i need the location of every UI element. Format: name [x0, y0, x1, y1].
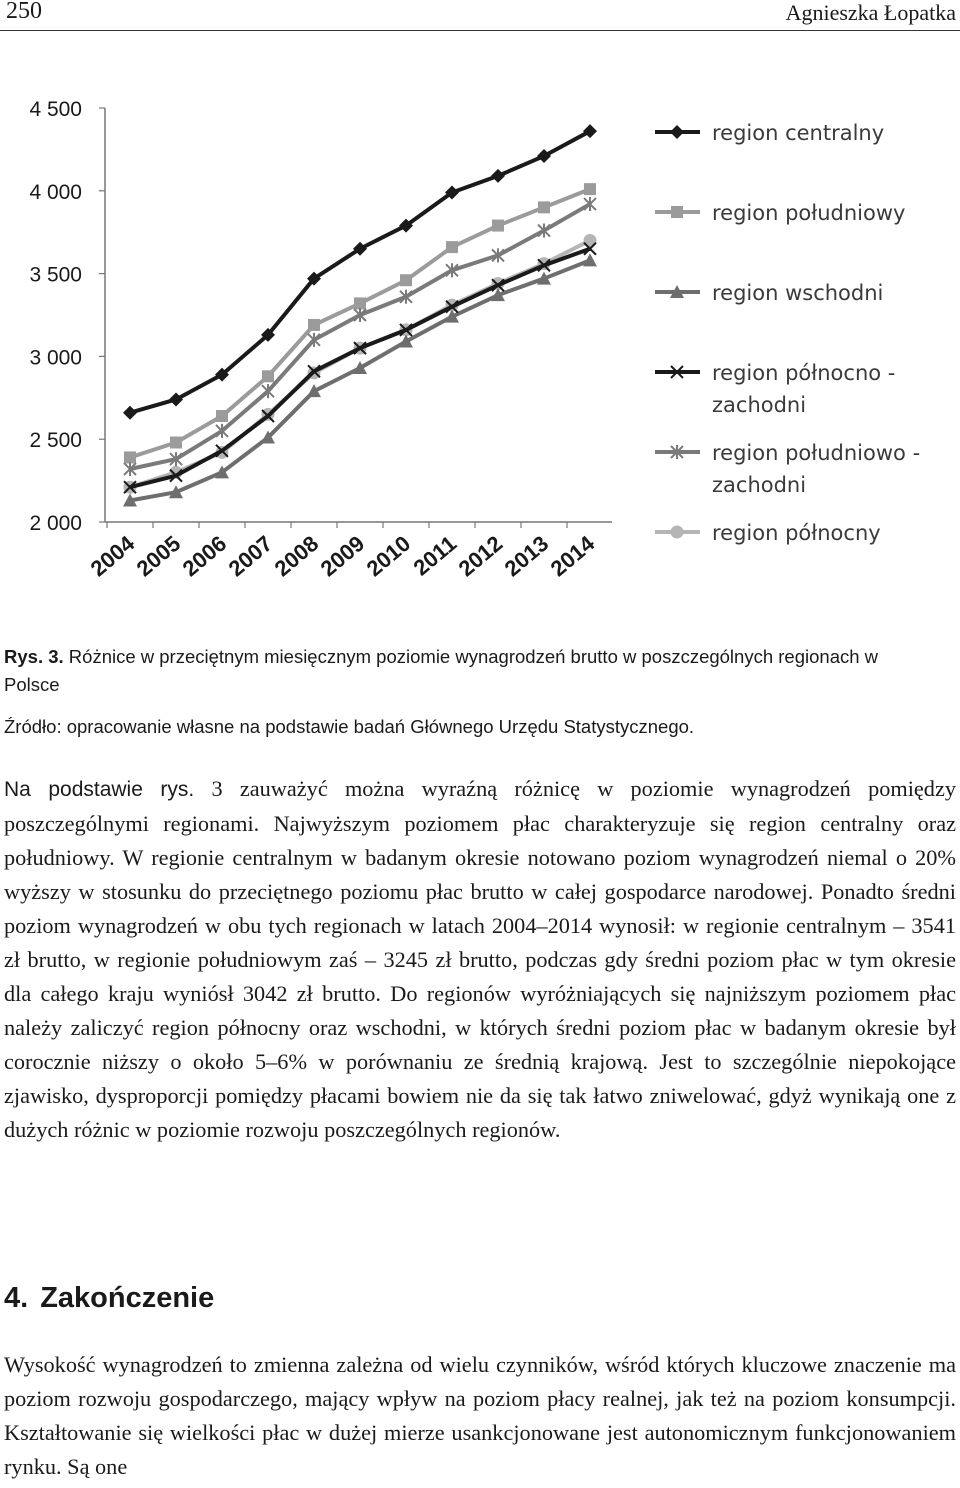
section-title: Zakończenie [40, 1282, 215, 1314]
data-point [538, 201, 550, 213]
x-tick-label: 2007 [223, 530, 278, 582]
data-point [123, 406, 137, 420]
y-tick-label: 3 000 [29, 346, 82, 370]
legend-swatch-marker [671, 206, 683, 218]
y-tick-label: 4 500 [29, 98, 82, 121]
wage-line-chart [0, 70, 960, 610]
body-paragraph-1 [4, 772, 956, 1147]
data-point [400, 274, 412, 286]
data-point [216, 410, 228, 422]
section-number: 4. [4, 1282, 29, 1314]
data-point [308, 319, 320, 331]
x-tick-label: 2010 [361, 530, 416, 582]
paragraph-lead: Na podstawie rys. [4, 778, 195, 801]
section-heading [4, 1282, 214, 1315]
figure-caption-text: Różnice w przeciętnym miesięcznym poziomie wynagrodzeń brutto w poszczególnych regionach w Polsce [4, 646, 879, 695]
y-tick-label: 2 000 [29, 512, 82, 535]
legend-label: region południowy [712, 201, 906, 225]
legend-label: region południowo - [712, 441, 921, 465]
data-point [262, 384, 274, 398]
legend-label: region centralny [712, 121, 885, 145]
legend-label: region północny [712, 521, 881, 545]
legend-swatch-marker [670, 125, 684, 139]
data-point [124, 451, 136, 463]
x-tick-label: 2012 [453, 530, 508, 582]
data-point [583, 253, 597, 266]
y-tick-label: 2 500 [29, 429, 82, 453]
running-author: Agnieszka Łopatka [785, 0, 956, 25]
legend-label: zachodni [712, 473, 807, 497]
body-paragraph-2: Wysokość wynagrodzeń to zmienna zależna od wielu czynników, wśród których kluczowe znaczenie ma poziom rozwoju gospodarczego, mający wpływ na poziom płacy realnej, jak też na poziom konsumpcji. Kształtowanie się wielkości płac w dużej mierze usankcjonowane jest autonomicznym funkcjonowaniem rynku. Są one [4, 1352, 956, 1479]
data-point [354, 297, 366, 309]
x-tick-label: 2009 [315, 530, 370, 582]
x-tick-label: 2011 [408, 530, 462, 581]
data-point [491, 169, 505, 183]
figure-source: Źródło: opracowanie własne na podstawie badań Głównego Urzędu Statystycznego. [4, 716, 695, 737]
figure-caption [4, 643, 884, 699]
x-tick-label: 2014 [545, 530, 600, 582]
x-tick-label: 2005 [131, 530, 186, 582]
data-point [492, 220, 504, 232]
data-point [584, 197, 596, 211]
legend-label: region północno - [712, 361, 896, 385]
legend-label: zachodni [712, 393, 807, 417]
page-number: 250 [6, 0, 42, 24]
data-point [446, 241, 458, 253]
x-tick-label: 2008 [269, 530, 324, 582]
x-tick-label: 2004 [85, 530, 140, 582]
x-tick-label: 2006 [177, 530, 232, 582]
x-tick-label: 2013 [499, 530, 554, 582]
figure-label: Rys. 3. [4, 646, 64, 667]
data-point [216, 424, 228, 438]
running-header [0, 0, 960, 31]
data-point [170, 437, 182, 449]
data-point [262, 370, 274, 382]
y-tick-label: 4 000 [29, 180, 82, 204]
legend-label: region wschodni [712, 281, 884, 305]
series-line [130, 189, 590, 457]
legend-swatch-marker [671, 526, 684, 539]
data-point [584, 183, 596, 195]
y-tick-label: 3 500 [29, 263, 82, 287]
paragraph-text: 3 zauważyć można wyraźną różnicę w poziomie wynagrodzeń pomiędzy poszczególnymi regionami. Najwyższym poziomem płac charakteryzuje się region centralny oraz południowy. W regionie centralnym w badanym okresie notowano poziom wynagrodzeń niemal o 20% wyższy w stosunku do przeciętnego poziomu płac brutto w całej gospodarce narodowej. Ponadto średni poziom wynagrodzeń w obu tych regionach w latach 2004–2014 wynosił: w regionie centralnym – 3541 zł brutto, w regionie południowym zaś – 3245 zł brutto, podczas gdy średni poziom płac w tym okresie dla całego kraju wyniósł 3042 zł brutto. Do regionów wyróżniających się najniższym poziomem płac należy zaliczyć region północny oraz wschodni, w których średni poziom płac w badanym okresie był corocznie niższy o około 5–6% w porównaniu ze średnią krajową. Jest to szczególnie niepokojące zjawisko, dysproporcji pomiędzy płacami bowiem nie da się tak łatwo zniwelować, gdyż wynikają one z dużych różnic w poziomie rozwoju poszczególnych regionów. [4, 776, 956, 1142]
